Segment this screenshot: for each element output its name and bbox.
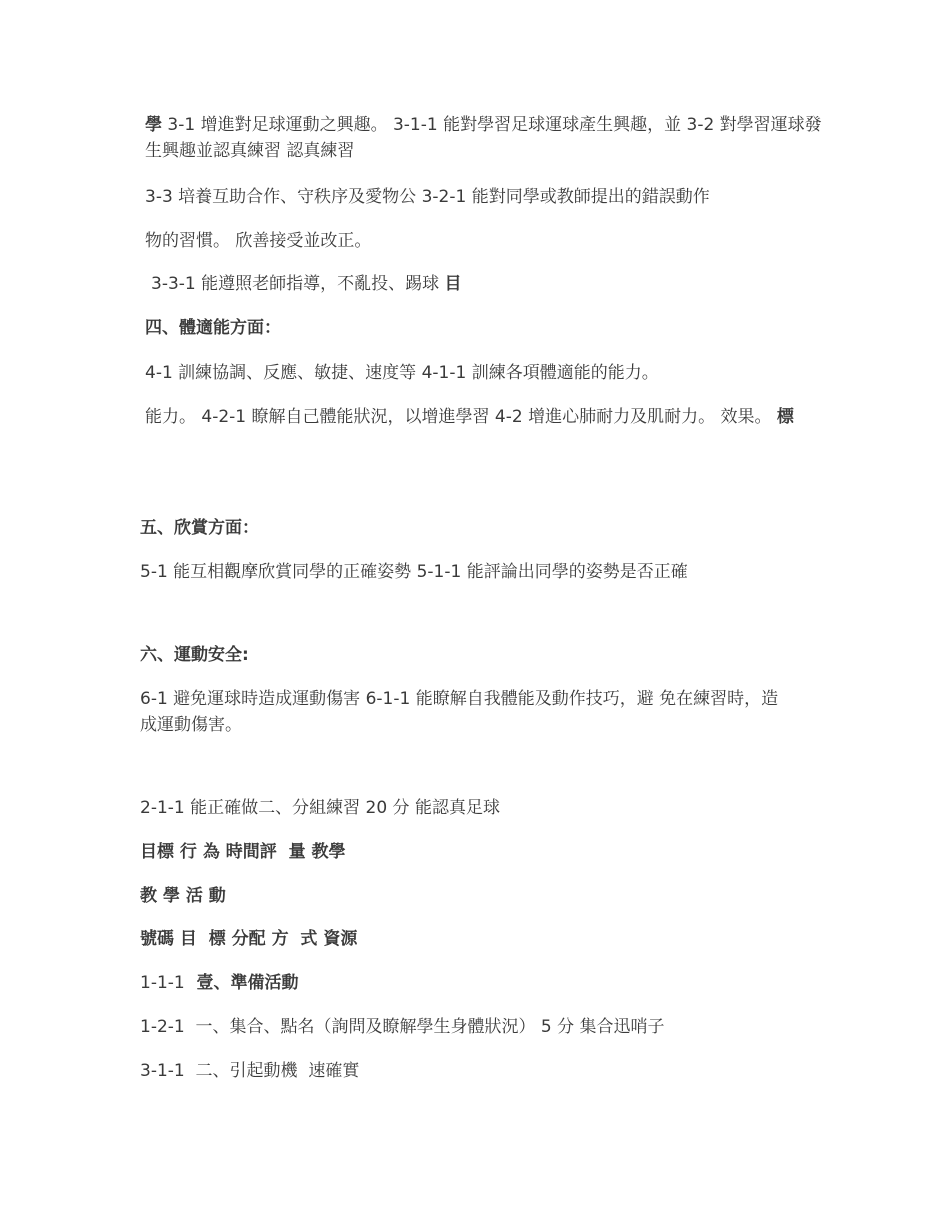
paragraph-goal-3-3: 3-3 培養互助合作、守秩序及愛物公 3-2-1 能對同學或教師提出的錯誤動作 <box>145 187 710 207</box>
table-row-motivation: 3-1-1 二、引起動機 速確實 <box>140 1061 360 1081</box>
bold-marker-target: 目 <box>444 274 462 294</box>
paragraph-text: 3-3-1 能遵照老師指導，不亂投、踢球 <box>151 274 445 294</box>
heading-appreciation: 五、欣賞方面： <box>140 518 259 538</box>
paragraph-goal-2-1-1: 2-1-1 能正確做二、分組練習 20 分 能認真足球 <box>140 798 500 818</box>
paragraph-goal-4-2 <box>140 404 825 430</box>
paragraph-text: 3-1 增進對足球運動之興趣。 3-1-1 能對學習足球運球產生興趣，並 3-2 對學習運球發生興趣並認真練習 認真練習 <box>145 115 822 161</box>
table-header-row-2: 教 學 活 動 <box>140 886 226 906</box>
paragraph-goal-6-1: 6-1 避免運球時造成運動傷害 6-1-1 能瞭解自我體能及動作技巧，避 免在練習時，造成運動傷害。 <box>140 689 779 735</box>
row-code: 1-1-1 <box>140 973 185 993</box>
table-header-row-3: 號碼 目 標 分配 方 式 資源 <box>140 929 358 949</box>
paragraph-goal-3 <box>140 112 825 164</box>
bold-marker-standard: 標 <box>776 407 794 427</box>
paragraph-text: 能力。 4-2-1 瞭解自己體能狀況，以增進學習 4-2 增進心肺耐力及肌耐力。 效果。 <box>145 407 777 427</box>
paragraph-goal-5-1: 5-1 能互相觀摩欣賞同學的正確姿勢 5-1-1 能評論出同學的姿勢是否正確 <box>140 562 688 582</box>
bold-marker-learn: 學 <box>145 115 162 135</box>
heading-sport-safety: 六、運動安全: <box>140 645 249 665</box>
row-title: 壹、準備活動 <box>184 973 299 993</box>
paragraph-goal-3-3-1 <box>140 271 462 297</box>
table-row-warmup <box>140 970 299 996</box>
heading-physical-fitness: 四、體適能方面： <box>145 318 281 338</box>
table-header-row-1: 目標 行 為 時間評 量 教學 <box>140 842 346 862</box>
paragraph-habit: 物的習慣。 欣善接受並改正。 <box>145 231 372 251</box>
paragraph-goal-4-1: 4-1 訓練協調、反應、敏捷、速度等 4-1-1 訓練各項體適能的能力。 <box>145 363 659 383</box>
table-row-roll-call: 1-2-1 一、集合、點名（詢問及瞭解學生身體狀況） 5 分 集合迅哨子 <box>140 1017 665 1037</box>
